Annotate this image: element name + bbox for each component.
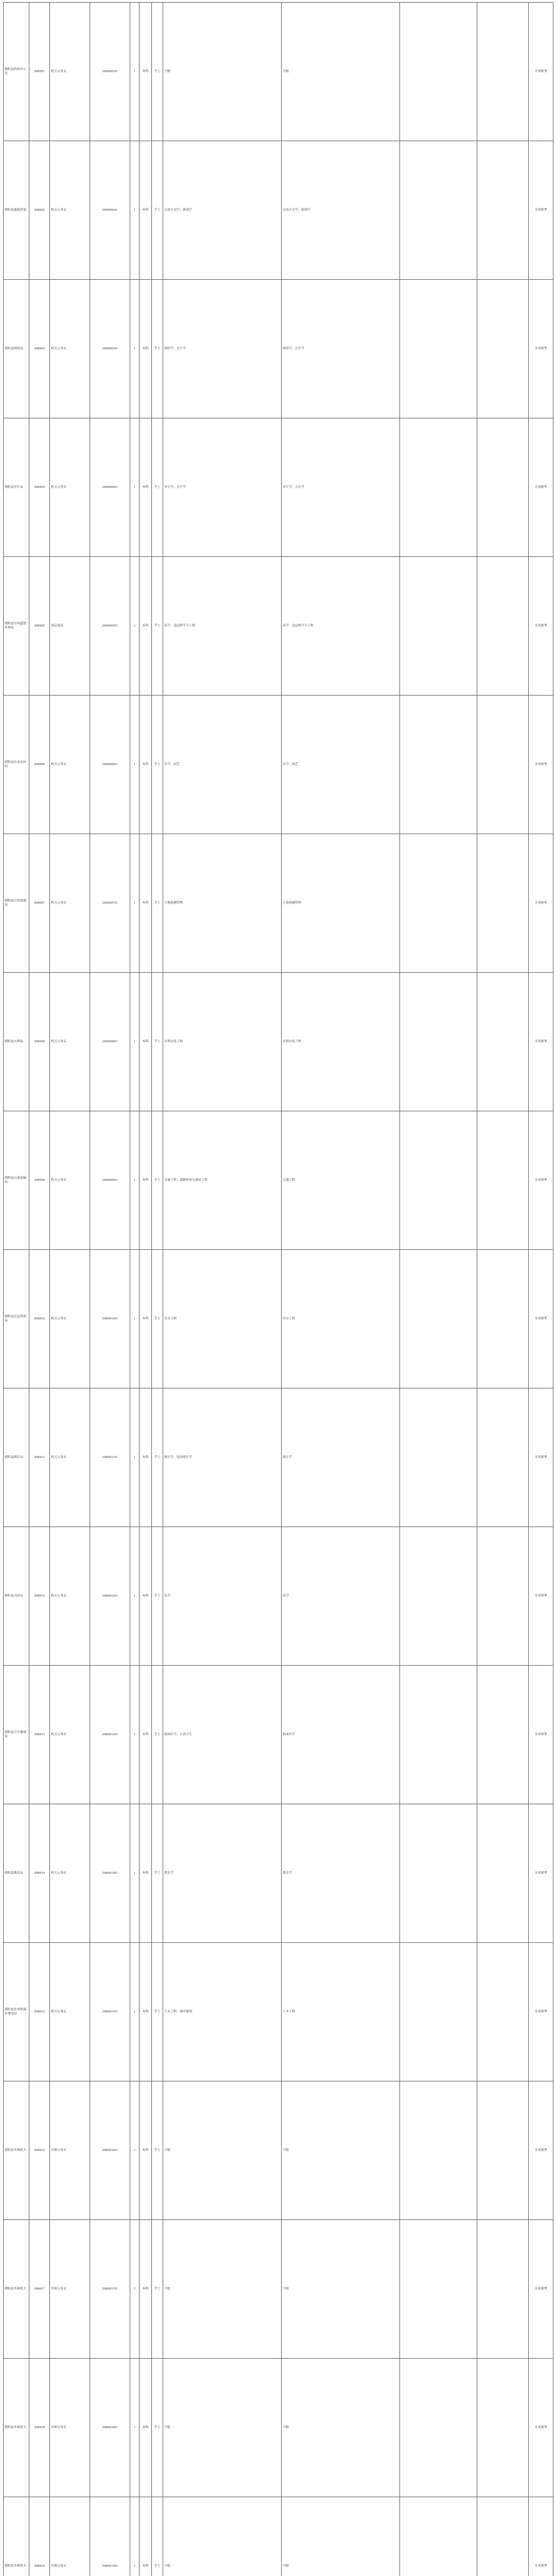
table-cell: [400, 418, 477, 557]
table-cell: [477, 1804, 529, 1943]
table-cell: 本科: [140, 973, 152, 1111]
table-row: [4, 2081, 553, 2220]
table-cell: [477, 557, 529, 696]
table-cell: 学士: [152, 2359, 163, 2497]
table-cell: 学士: [152, 1804, 163, 1943]
table-cell: 2080001801: [90, 2359, 130, 2497]
table-cell: 2080001: [29, 3, 50, 141]
table-cell: 1: [130, 2359, 140, 2497]
table-cell: 学士: [152, 2497, 163, 2576]
table-cell: 全省统考: [529, 2220, 553, 2359]
table-cell: 水利水电工程: [282, 973, 400, 1111]
table-cell: [477, 418, 529, 557]
table-cell: 学士: [152, 1943, 163, 2081]
table-cell: 学士: [152, 418, 163, 557]
table-cell: [477, 2081, 529, 2220]
table-cell: [400, 141, 477, 280]
table-cell: 学士: [152, 1250, 163, 1388]
table-cell: 学士: [152, 1111, 163, 1250]
table-cell: 2080016: [29, 2081, 50, 2220]
table-cell: 学士: [152, 1527, 163, 1666]
table-cell: 机关公务员: [50, 1250, 90, 1388]
table-cell: 朝阳县教育局: [4, 1804, 29, 1943]
table-cell: 学士: [152, 557, 163, 696]
table-cell: 2080004: [29, 418, 50, 557]
table-cell: 本科: [140, 1388, 152, 1527]
table-row: [4, 3, 553, 141]
table-cell: 学士: [152, 280, 163, 418]
table-cell: 交通工程、道路桥梁与渡河工程: [163, 1111, 282, 1250]
table-cell: [400, 1250, 477, 1388]
table-cell: 2080000201: [90, 141, 130, 280]
table-row: [4, 834, 553, 973]
table-cell: 朝阳县应急管理局: [4, 1250, 29, 1388]
table-cell: 机关公务员: [50, 1943, 90, 2081]
table-cell: 2: [130, 2081, 140, 2220]
table-cell: 不限: [163, 2081, 282, 2220]
recruitment-table: [3, 2, 553, 2576]
table-cell: 全省统考: [529, 1804, 553, 1943]
table-cell: 全省统考: [529, 1111, 553, 1250]
table-cell: 朝阳县自然资源局: [4, 834, 29, 973]
table-cell: 朝阳县卫生健康局: [4, 1666, 29, 1804]
table-cell: [400, 1666, 477, 1804]
table-cell: 朝阳县财政局: [4, 280, 29, 418]
table-cell: 2080001301: [90, 1666, 130, 1804]
table-cell: 本科: [140, 2359, 152, 2497]
table-row: [4, 1388, 553, 1527]
table-cell: 土木工程: [282, 1943, 400, 2081]
table-cell: 本科: [140, 1250, 152, 1388]
table-cell: 机关公务员: [50, 1527, 90, 1666]
table-cell: 机关公务员: [50, 696, 90, 834]
table-cell: 2: [130, 2220, 140, 2359]
table-cell: 机关公务员: [50, 1666, 90, 1804]
table-cell: 机关公务员: [50, 1804, 90, 1943]
table-cell: 统计学、经济统计学: [163, 1388, 282, 1527]
table-cell: [400, 557, 477, 696]
table-row: [4, 1804, 553, 1943]
table-cell: 2080007: [29, 834, 50, 973]
table-cell: 不限: [163, 2220, 282, 2359]
table-cell: 2080001901: [90, 2497, 130, 2576]
table-cell: 朝阳县乡镇机关: [4, 2081, 29, 2220]
table-cell: [477, 1250, 529, 1388]
table-cell: 本科: [140, 1943, 152, 2081]
table-row: [4, 280, 553, 418]
table-cell: 基层执法: [50, 557, 90, 696]
table-cell: 教育学: [282, 1804, 400, 1943]
table-cell: 朝阳县市场监督管理局: [4, 557, 29, 696]
table-cell: 不限: [282, 3, 400, 141]
table-cell: 本科: [140, 280, 152, 418]
table-cell: 汉语言文学、新闻学: [163, 141, 282, 280]
table-row: [4, 696, 553, 834]
table-cell: [400, 834, 477, 973]
table-cell: 不限: [282, 2359, 400, 2497]
table-body: [4, 3, 553, 2576]
table-cell: 朝阳县乡镇机关: [4, 2497, 29, 2576]
table-cell: 2080000301: [90, 280, 130, 418]
table-cell: 农学、园艺: [282, 696, 400, 834]
table-cell: 不限: [163, 2497, 282, 2576]
table-cell: [400, 2081, 477, 2220]
table-cell: [400, 1943, 477, 2081]
table-cell: 2080001201: [90, 1527, 130, 1666]
table-cell: 2080000101: [90, 3, 130, 141]
table-cell: 统计学: [282, 1388, 400, 1527]
table-cell: 法学、食品科学与工程: [282, 557, 400, 696]
table-cell: 本科: [140, 2220, 152, 2359]
table-cell: 本科: [140, 2081, 152, 2220]
table-cell: [400, 2220, 477, 2359]
table-cell: 乡镇公务员: [50, 2497, 90, 2576]
table-cell: 汉语言文学、新闻学: [282, 141, 400, 280]
table-cell: 全省统考: [529, 280, 553, 418]
table-cell: 2080001101: [90, 1388, 130, 1527]
table-cell: 全省统考: [529, 1666, 553, 1804]
table-cell: 朝阳县审计局: [4, 418, 29, 557]
table-cell: 不限: [282, 2220, 400, 2359]
table-cell: [477, 1527, 529, 1666]
table-cell: 2080011: [29, 1388, 50, 1527]
table-cell: 安全工程: [163, 1250, 282, 1388]
table-cell: 全省统考: [529, 1943, 553, 2081]
table-cell: 朝阳县交通运输局: [4, 1111, 29, 1250]
table-cell: 朝阳县乡镇机关: [4, 2220, 29, 2359]
table-cell: 审计学、会计学: [282, 418, 400, 557]
table-cell: 本科: [140, 1527, 152, 1666]
table-cell: 本科: [140, 418, 152, 557]
table-cell: 教育学: [163, 1804, 282, 1943]
table-cell: [400, 2359, 477, 2497]
table-cell: [400, 1388, 477, 1527]
table-cell: [477, 3, 529, 141]
table-cell: [400, 2497, 477, 2576]
table-cell: [400, 973, 477, 1111]
table-cell: 不限: [282, 2497, 400, 2576]
table-cell: 1: [130, 1804, 140, 1943]
table-cell: 学士: [152, 1666, 163, 1804]
table-cell: 本科: [140, 557, 152, 696]
table-cell: 1: [130, 973, 140, 1111]
table-cell: 2080000701: [90, 834, 130, 973]
table-cell: 本科: [140, 2497, 152, 2576]
table-cell: 学士: [152, 696, 163, 834]
table-cell: 朝阳县委组织部: [4, 141, 29, 280]
table-cell: 2080001701: [90, 2220, 130, 2359]
table-cell: 审计学、会计学: [163, 418, 282, 557]
table-cell: [400, 3, 477, 141]
table-cell: 水利水电工程: [163, 973, 282, 1111]
table-cell: 2080000501: [90, 557, 130, 696]
table-cell: 全省统考: [529, 418, 553, 557]
table-cell: 土地资源管理: [163, 834, 282, 973]
table-cell: 机关公务员: [50, 1111, 90, 1250]
table-cell: 本科: [140, 141, 152, 280]
table-cell: 全省统考: [529, 1250, 553, 1388]
table-cell: 学士: [152, 2220, 163, 2359]
table-cell: 2080015: [29, 1943, 50, 2081]
table-cell: 朝阳县政府办公室: [4, 3, 29, 141]
table-cell: 2080017: [29, 2220, 50, 2359]
table-cell: 2080002: [29, 141, 50, 280]
table-cell: 1: [130, 1666, 140, 1804]
table-cell: 本科: [140, 1804, 152, 1943]
table-cell: 学士: [152, 973, 163, 1111]
table-cell: 全省统考: [529, 1388, 553, 1527]
table-cell: 乡镇公务员: [50, 2220, 90, 2359]
table-cell: 2080009: [29, 1111, 50, 1250]
table-cell: 不限: [282, 2081, 400, 2220]
table-cell: 1: [130, 280, 140, 418]
table-cell: 全省统考: [529, 3, 553, 141]
table-cell: 2080000401: [90, 418, 130, 557]
table-cell: 全省统考: [529, 696, 553, 834]
table-cell: 2080000801: [90, 973, 130, 1111]
table-cell: [477, 973, 529, 1111]
table-cell: [400, 1804, 477, 1943]
table-cell: 全省统考: [529, 2497, 553, 2576]
table-cell: 全省统考: [529, 973, 553, 1111]
table-row: [4, 1527, 553, 1666]
table-row: [4, 557, 553, 696]
table-cell: 农学、园艺: [163, 696, 282, 834]
table-cell: 机关公务员: [50, 1388, 90, 1527]
table-cell: [477, 141, 529, 280]
table-cell: 全省统考: [529, 141, 553, 280]
table-cell: 2080019: [29, 2497, 50, 2576]
table-cell: 本科: [140, 696, 152, 834]
table-cell: 1: [130, 3, 140, 141]
table-cell: 1: [130, 1943, 140, 2081]
table-cell: 机关公务员: [50, 418, 90, 557]
table-cell: 朝阳县水利局: [4, 973, 29, 1111]
table-cell: 本科: [140, 834, 152, 973]
table-cell: 2080001401: [90, 1804, 130, 1943]
table-cell: [400, 1527, 477, 1666]
table-cell: 2080001601: [90, 2081, 130, 2220]
table-cell: 2080001001: [90, 1250, 130, 1388]
table-cell: [477, 1943, 529, 2081]
table-cell: 朝阳县农业农村局: [4, 696, 29, 834]
table-row: [4, 2359, 553, 2497]
table-cell: 临床医学、公共卫生: [163, 1666, 282, 1804]
table-row: [4, 1943, 553, 2081]
table-cell: [400, 1111, 477, 1250]
table-cell: [400, 280, 477, 418]
table-cell: 机关公务员: [50, 141, 90, 280]
table-cell: 朝阳县乡镇机关: [4, 2359, 29, 2497]
table-row: [4, 1111, 553, 1250]
table-cell: 1: [130, 834, 140, 973]
table-cell: 2080012: [29, 1527, 50, 1666]
table-cell: 机关公务员: [50, 3, 90, 141]
table-cell: 法学: [282, 1527, 400, 1666]
table-cell: 法学、食品科学与工程: [163, 557, 282, 696]
table-cell: 机关公务员: [50, 973, 90, 1111]
table-row: [4, 418, 553, 557]
table-cell: [400, 696, 477, 834]
table-cell: 乡镇公务员: [50, 2081, 90, 2220]
table-cell: 临床医学: [282, 1666, 400, 1804]
table-cell: 交通工程: [282, 1111, 400, 1250]
table-cell: 2080013: [29, 1666, 50, 1804]
table-cell: [477, 280, 529, 418]
table-cell: 2080001501: [90, 1943, 130, 2081]
table-row: [4, 1250, 553, 1388]
table-cell: [477, 1388, 529, 1527]
table-cell: 1: [130, 141, 140, 280]
table-cell: 2080018: [29, 2359, 50, 2497]
table-cell: 1: [130, 1527, 140, 1666]
table-cell: 乡镇公务员: [50, 2359, 90, 2497]
table-cell: 全省统考: [529, 834, 553, 973]
table-cell: 不限: [163, 3, 282, 141]
table-cell: 2080003: [29, 280, 50, 418]
table-cell: [477, 2497, 529, 2576]
table-cell: 1: [130, 2497, 140, 2576]
table-cell: 2080008: [29, 973, 50, 1111]
table-cell: 机关公务员: [50, 834, 90, 973]
table-cell: 2080010: [29, 1250, 50, 1388]
table-cell: 本科: [140, 1111, 152, 1250]
table-cell: 财政学、会计学: [163, 280, 282, 418]
table-cell: [477, 1666, 529, 1804]
table-cell: [477, 2220, 529, 2359]
table-cell: 朝阳县统计局: [4, 1388, 29, 1527]
table-cell: 机关公务员: [50, 280, 90, 418]
table-cell: [477, 2359, 529, 2497]
table-cell: 土木工程、城乡规划: [163, 1943, 282, 2081]
table-cell: 2080000901: [90, 1111, 130, 1250]
table-cell: 全省统考: [529, 1527, 553, 1666]
table-cell: [477, 696, 529, 834]
table-cell: 2080014: [29, 1804, 50, 1943]
table-row: [4, 973, 553, 1111]
table-cell: [477, 834, 529, 973]
table-cell: 1: [130, 418, 140, 557]
table-row: [4, 141, 553, 280]
table-row: [4, 1666, 553, 1804]
table-cell: 土地资源管理: [282, 834, 400, 973]
table-cell: 学士: [152, 1388, 163, 1527]
table-cell: 2080006: [29, 696, 50, 834]
table-cell: 全省统考: [529, 2359, 553, 2497]
table-cell: [477, 1111, 529, 1250]
table-cell: 朝阳县司法局: [4, 1527, 29, 1666]
table-cell: 1: [130, 696, 140, 834]
table-cell: 不限: [163, 2359, 282, 2497]
table-cell: 财政学、会计学: [282, 280, 400, 418]
table-cell: 学士: [152, 3, 163, 141]
table-row: [4, 2220, 553, 2359]
table-cell: 1: [130, 1111, 140, 1250]
table-cell: 朝阳县住房和城乡建设局: [4, 1943, 29, 2081]
table-cell: 学士: [152, 2081, 163, 2220]
table-cell: 本科: [140, 3, 152, 141]
table-cell: 1: [130, 1250, 140, 1388]
table-cell: 2: [130, 557, 140, 696]
table-cell: 1: [130, 1388, 140, 1527]
table-cell: 2080005: [29, 557, 50, 696]
table-cell: 学士: [152, 141, 163, 280]
table-cell: 本科: [140, 1666, 152, 1804]
table-cell: 学士: [152, 834, 163, 973]
table-row: [4, 2497, 553, 2576]
table-cell: 安全工程: [282, 1250, 400, 1388]
table-cell: 全省统考: [529, 2081, 553, 2220]
table-cell: 法学: [163, 1527, 282, 1666]
table-cell: 2080000601: [90, 696, 130, 834]
table-cell: 全省统考: [529, 557, 553, 696]
